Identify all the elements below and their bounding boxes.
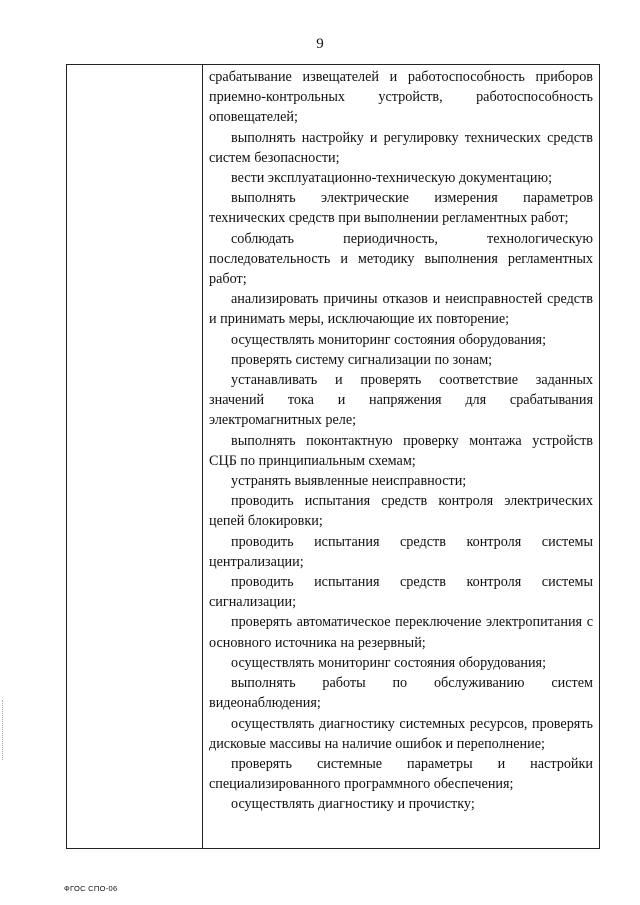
empty-left-cell [202,65,203,848]
page-number: 9 [316,36,324,52]
skill-item: проверять автоматическое переключение электропитания с основного источника на резервный; [209,614,593,651]
skill-item: анализировать причины отказов и неисправностей средств и принимать меры, исключающие их повторение; [209,291,593,328]
skill-item: осуществлять диагностику системных ресурсов, проверять дисковые массивы на наличие ошибок и переполнение; [209,715,593,752]
skill-item: проверять систему сигнализации по зонам; [231,351,493,368]
skill-item: устанавливать и проверять соответствие заданных значений тока и напряжения для срабатывания электромагнитных реле; [209,372,593,429]
skill-item: проводить испытания средств контроля электрических цепей блокировки; [209,493,593,530]
skill-item: вести эксплуатационно-техническую документацию; [231,170,553,187]
skill-item: соблюдать периодичность, технологическую последовательность и методику выполнения регламентных работ; [209,230,593,288]
skill-item: проводить испытания средств контроля системы сигнализации; [209,574,593,611]
skill-item: срабатывание извещателей и работоспособность приборов приемно-контрольных устройств, работоспособность оповещателей; [209,69,593,126]
skill-item: осуществлять мониторинг состояния оборудования; [231,331,547,348]
skills-cell [209,67,593,815]
skill-item: осуществлять диагностику и прочистку; [231,796,475,813]
skill-item: проверять системные параметры и настройки специализированного программного обеспечения; [209,755,593,793]
skill-item: выполнять поконтактную проверку монтажа устройств СЦБ по принципиальным схемам; [209,432,593,469]
skill-item: выполнять электрические измерения параметров технических средств при выполнении регламентных работ; [209,190,593,227]
document-table [66,64,600,849]
skill-item: выполнять настройку и регулировку технических средств систем безопасности; [209,129,593,166]
skill-item: проводить испытания средств контроля системы централизации; [209,533,593,570]
edge-scan-marks [2,700,5,760]
footer-code: ФГОС СПО-06 [64,884,118,893]
skill-item: осуществлять мониторинг состояния оборудования; [231,654,547,671]
skill-item: устранять выявленные неисправности; [231,473,467,490]
skill-item: выполнять работы по обслуживанию систем видеонаблюдения; [209,675,593,712]
